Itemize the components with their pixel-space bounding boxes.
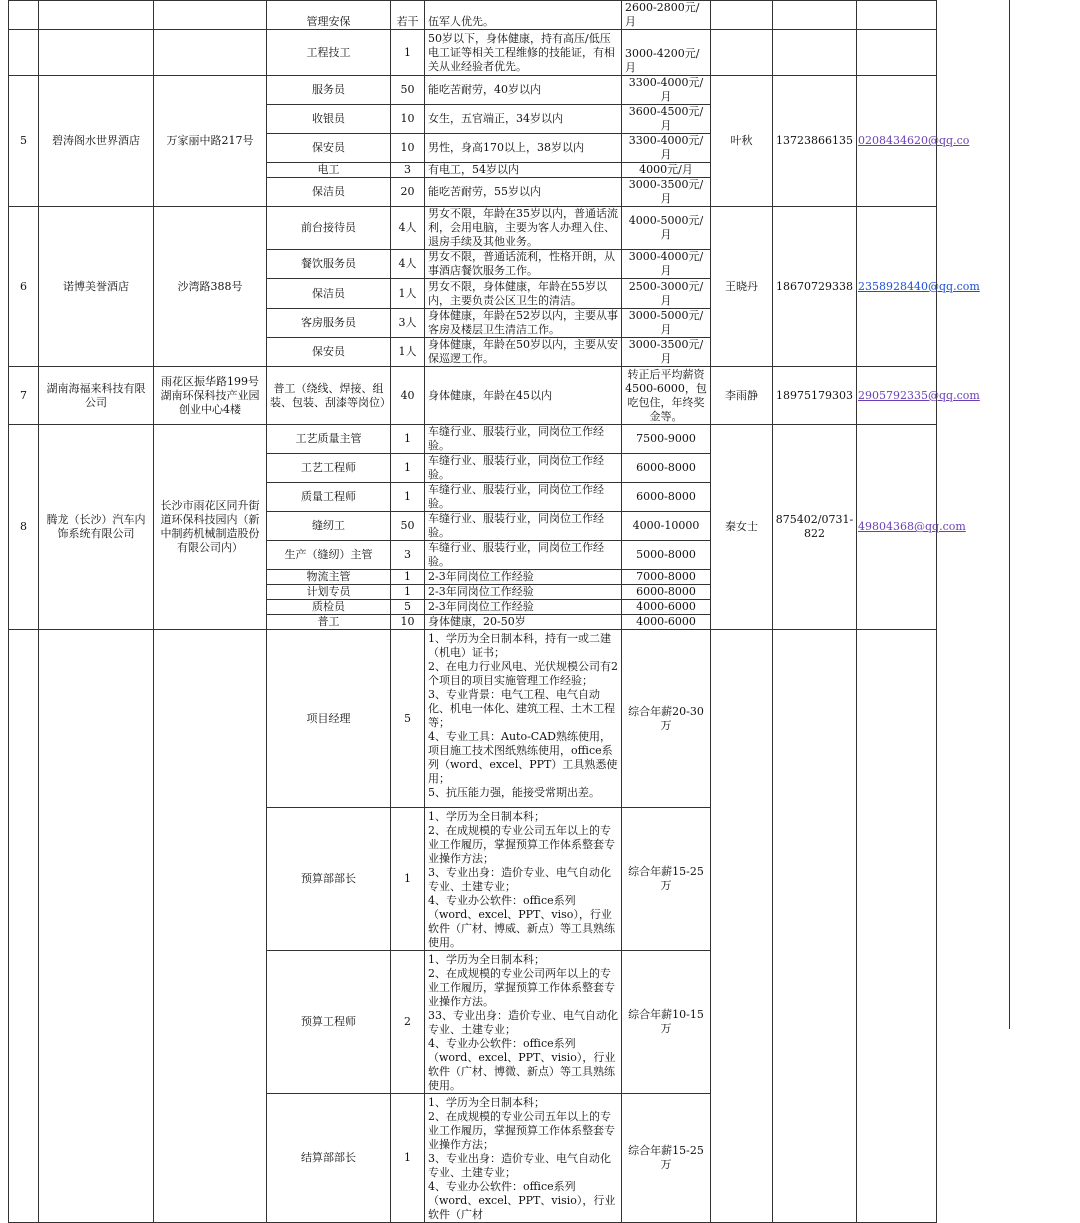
cell-salary: 4000-10000 [622,512,711,541]
cell-contact: 李雨静 [711,367,773,425]
cell-count: 5 [391,630,425,808]
cell-count: 1 [391,585,425,600]
cell-requirement: 女生，五官端正，34岁以内 [425,105,622,134]
cell-address: 雨花区振华路199号湖南环保科技产业园创业中心4楼 [154,367,267,425]
email-link[interactable]: 0208434620@qq.co [858,134,970,147]
cell-address: 万家丽中路217号 [154,76,267,207]
cell-position: 项目经理 [267,630,391,808]
cell-requirement: 能吃苦耐劳，40岁以内 [425,76,622,105]
cell-salary: 6000-8000 [622,483,711,512]
cell-count: 1 [391,483,425,512]
cell-contact: 王晓丹 [711,207,773,367]
cell-count: 50 [391,76,425,105]
cell-requirement: 男女不限，普通话流利，性格开朗，从事酒店餐饮服务工作。 [425,250,622,279]
cell-position: 质量工程师 [267,483,391,512]
cell-requirement: 男性，身高170以上，38岁以内 [425,134,622,163]
cell-salary: 6000-8000 [622,585,711,600]
cell-position: 客房服务员 [267,309,391,338]
cell-phone [773,1,857,30]
cell-requirement: 男女不限，年龄在35岁以内，普通话流利，会用电脑，主要为客人办理入住、退房手续及其他业务。 [425,207,622,250]
cell-position: 保洁员 [267,279,391,309]
cell-position: 餐饮服务员 [267,250,391,279]
cell-requirement: 身体健康，年龄在50岁以内，主要从安保巡逻工作。 [425,338,622,367]
recruitment-table-sheet [8,0,980,1221]
cell-salary: 4000-6000 [622,615,711,630]
cell-requirement: 有电工，54岁以内 [425,163,622,178]
cell-position: 结算部部长 [267,1094,391,1223]
cell-salary: 2600-2800元/月 [622,1,711,30]
column-divider [1009,0,1010,1029]
cell-count: 2 [391,951,425,1094]
cell-position: 质检员 [267,600,391,615]
cell-count: 1 [391,454,425,483]
cell-salary: 转正后平均薪资4500-6000，包吃包住，年终奖金等。 [622,367,711,425]
cell-position: 电工 [267,163,391,178]
cell-salary: 综合年薪10-15万 [622,951,711,1094]
cell-contact [711,1,773,30]
cell-position: 普工 [267,615,391,630]
cell-requirement: 1、学历为全日制本科； 2、在成规模的专业公司五年以上的专业工作履历，掌握预算工作体系整套专业操作方法； 3、专业出身：造价专业、电气自动化专业、土建专业； 4、专业办公软件：office系列（word、excel、PPT、viso），行业软件（广材、博威、新点）等工具熟练使用。 [425,808,622,951]
cell-position: 生产（缝纫）主管 [267,541,391,570]
cell-position: 缝纫工 [267,512,391,541]
cell-requirement: 2-3年同岗位工作经验 [425,585,622,600]
cell-company: 腾龙（长沙）汽车内饰系统有限公司 [39,425,154,630]
cell-requirement: 伍军人优先。 [425,1,622,30]
cell-requirement: 1、学历为全日制本科，持有一或二建（机电）证书； 2、在电力行业风电、光伏规模公司有2个项目的项目实施管理工作经验； 3、专业背景：电气工程、电气自动化、机电一体化、建筑工程、土木工程等； 4、专业工具：Auto-CAD熟练使用，项目施工技术图纸熟练使用，office系列（word、excel、PPT）工具熟悉使用； 5、抗压能力强，能接受常期出差。 [425,630,622,808]
cell-count: 10 [391,105,425,134]
cell-address [154,1,267,30]
cell-salary: 6000-8000 [622,454,711,483]
cell-count: 1 [391,30,425,76]
cell-phone [773,630,857,1223]
cell-position: 物流主管 [267,570,391,585]
cell-requirement: 1、学历为全日制本科； 2、在成规模的专业公司两年以上的专业工作履历，掌握预算工作体系整套专业操作方法。 33、专业出身：造价专业、电气自动化专业、土建专业； 4、专业办公软件：office系列（word、excel、PPT、visio），行业软件（广材、博微、新点）等工具熟练使用。 [425,951,622,1094]
cell-address: 长沙市雨花区同升街道环保科技园内（新中制药机械制造股份有限公司内） [154,425,267,630]
cell-position: 预算工程师 [267,951,391,1094]
email-link[interactable]: 49804368@qq.com [858,520,966,533]
cell-count: 1 [391,1094,425,1223]
cell-salary: 3000-5000元/月 [622,309,711,338]
cell-company [39,1,154,30]
cell-contact [711,630,773,1223]
cell-no [9,30,39,76]
cell-position: 保洁员 [267,178,391,207]
cell-no: 6 [9,207,39,367]
cell-count: 1 [391,808,425,951]
cell-salary: 3000-4000元/月 [622,250,711,279]
cell-salary: 3000-3500元/月 [622,338,711,367]
cell-salary: 3600-4500元/月 [622,105,711,134]
cell-count: 40 [391,367,425,425]
cell-email [857,30,937,76]
cell-count: 4人 [391,250,425,279]
cell-email [857,207,980,367]
cell-no [9,1,39,30]
cell-salary: 综合年薪15-25万 [622,1094,711,1223]
cell-position: 工程技工 [267,30,391,76]
cell-requirement: 车缝行业、服装行业，同岗位工作经验。 [425,541,622,570]
cell-salary: 3000-4200元/月 [622,30,711,76]
cell-requirement: 车缝行业、服装行业，同岗位工作经验。 [425,512,622,541]
cell-contact: 叶秋 [711,76,773,207]
cell-count: 3 [391,163,425,178]
cell-salary: 3000-3500元/月 [622,178,711,207]
cell-requirement: 能吃苦耐劳，55岁以内 [425,178,622,207]
cell-salary: 4000-6000 [622,600,711,615]
cell-phone: 13723866135 [773,76,857,207]
cell-salary: 3300-4000元/月 [622,134,711,163]
cell-no: 7 [9,367,39,425]
cell-phone: 18975179303 [773,367,857,425]
table-row [9,76,937,105]
cell-no: 8 [9,425,39,630]
cell-no [9,630,39,1223]
table-row [9,30,937,76]
table-row [9,630,937,808]
cell-no: 5 [9,76,39,207]
cell-salary: 综合年薪20-30万 [622,630,711,808]
email-link[interactable]: 2358928440@qq.com [858,279,980,293]
cell-requirement: 1、学历为全日制本科； 2、在成规模的专业公司五年以上的专业工作履历，掌握预算工作体系整套专业操作方法； 3、专业出身：造价专业、电气自动化专业、土建专业； 4、专业办公软件：office系列（word、excel、PPT、visio），行业软件（广材 [425,1094,622,1223]
table-row [9,425,937,454]
cell-position: 工艺质量主管 [267,425,391,454]
cell-count: 20 [391,178,425,207]
cell-requirement: 车缝行业、服装行业，同岗位工作经验。 [425,425,622,454]
cell-position: 工艺工程师 [267,454,391,483]
cell-position: 收银员 [267,105,391,134]
cell-position: 保安员 [267,338,391,367]
cell-position: 服务员 [267,76,391,105]
cell-phone [773,30,857,76]
cell-email [857,1,937,30]
cell-count: 4人 [391,207,425,250]
cell-count: 若干 [391,1,425,30]
cell-requirement: 身体健康，20-50岁 [425,615,622,630]
cell-count: 50 [391,512,425,541]
cell-count: 3人 [391,309,425,338]
cell-count: 3 [391,541,425,570]
cell-salary: 5000-8000 [622,541,711,570]
cell-salary: 4000元/月 [622,163,711,178]
cell-requirement: 身体健康，年龄在45以内 [425,367,622,425]
cell-requirement: 车缝行业、服装行业，同岗位工作经验。 [425,454,622,483]
cell-count: 10 [391,615,425,630]
cell-company: 诺博美誉酒店 [39,207,154,367]
cell-salary: 综合年薪15-25万 [622,808,711,951]
cell-position: 前台接待员 [267,207,391,250]
cell-requirement: 2-3年同岗位工作经验 [425,570,622,585]
cell-address [154,30,267,76]
cell-count: 1人 [391,279,425,309]
cell-email [857,630,937,1223]
cell-salary: 2500-3000元/月 [622,279,711,309]
cell-count: 1 [391,425,425,454]
cell-position: 普工（绕线、焊接、组装、包装、刮漆等岗位） [267,367,391,425]
cell-requirement: 50岁以下，身体健康，持有高压/低压电工证等相关工程维修的技能证，有相关从业经验者优先。 [425,30,622,76]
cell-requirement: 男女不限，身体健康，年龄在55岁以内，主要负责公区卫生的清洁。 [425,279,622,309]
cell-address [154,630,267,1223]
cell-email [857,367,980,425]
cell-company: 湖南海福来科技有限公司 [39,367,154,425]
cell-requirement: 2-3年同岗位工作经验 [425,600,622,615]
cell-salary: 3300-4000元/月 [622,76,711,105]
cell-company [39,630,154,1223]
recruitment-table [8,0,980,1223]
cell-count: 10 [391,134,425,163]
cell-requirement: 车缝行业、服装行业，同岗位工作经验。 [425,483,622,512]
table-row-partial [9,1,937,30]
cell-salary: 4000-5000元/月 [622,207,711,250]
cell-contact: 秦女士 [711,425,773,630]
cell-position: 管理安保 [267,1,391,30]
cell-count: 5 [391,600,425,615]
cell-salary: 7000-8000 [622,570,711,585]
cell-phone: 875402/0731-822 [773,425,857,630]
table-row [9,367,937,425]
cell-email [857,425,966,630]
cell-count: 1人 [391,338,425,367]
table-body [9,1,980,1223]
cell-phone: 18670729338 [773,207,857,367]
cell-requirement: 身体健康，年龄在52岁以内，主要从事客房及楼层卫生清洁工作。 [425,309,622,338]
cell-position: 预算部部长 [267,808,391,951]
cell-count: 1 [391,570,425,585]
cell-address: 沙湾路388号 [154,207,267,367]
cell-salary: 7500-9000 [622,425,711,454]
table-row [9,207,937,250]
cell-position: 计划专员 [267,585,391,600]
cell-company [39,30,154,76]
cell-position: 保安员 [267,134,391,163]
email-link[interactable]: 2905792335@qq.com [858,388,980,402]
cell-company: 碧涛阁水世界酒店 [39,76,154,207]
cell-contact [711,30,773,76]
cell-email [857,76,970,207]
